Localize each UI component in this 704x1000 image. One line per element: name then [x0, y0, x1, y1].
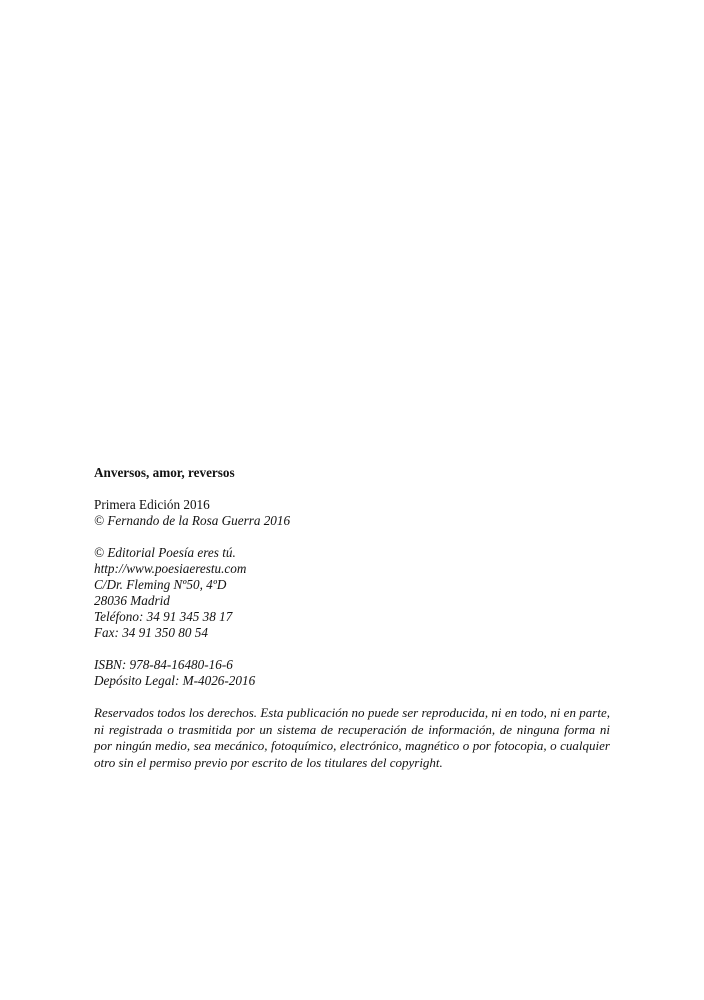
- book-title: Anversos, amor, reversos: [94, 465, 235, 480]
- spacer: [94, 481, 610, 497]
- spacer: [94, 641, 610, 657]
- spacer: [94, 689, 610, 705]
- publisher-website: http://www.poesiaerestu.com: [94, 561, 247, 576]
- publisher-fax: Fax: 34 91 350 80 54: [94, 625, 208, 640]
- author-copyright: © Fernando de la Rosa Guerra 2016: [94, 513, 291, 528]
- registration-block: [94, 657, 610, 689]
- spacer: [94, 529, 610, 545]
- publisher-city: 28036 Madrid: [94, 593, 170, 608]
- edition-block: [94, 497, 610, 529]
- publisher-name: © Editorial Poesía eres tú.: [94, 545, 236, 560]
- colophon: [94, 465, 610, 771]
- edition: Primera Edición 2016: [94, 497, 210, 512]
- publisher-phone: Teléfono: 34 91 345 38 17: [94, 609, 233, 624]
- publisher-block: [94, 545, 610, 641]
- rights-notice: Reservados todos los derechos. Esta publicación no puede ser reproducida, ni en todo, ni en parte, ni registrada o trasmitida por un sistema de recuperación de información, de ninguna forma ni por ningún medio, sea mecánico, fotoquímico, electrónico, magnético o por fotocopia, o cualquier otro sin el permiso previo por escrito de los titulares del copyright.: [94, 705, 610, 770]
- publisher-address: C/Dr. Fleming Nº50, 4ºD: [94, 577, 227, 592]
- isbn: ISBN: 978-84-16480-16-6: [94, 657, 233, 672]
- legal-deposit: Depósito Legal: M-4026-2016: [94, 673, 256, 688]
